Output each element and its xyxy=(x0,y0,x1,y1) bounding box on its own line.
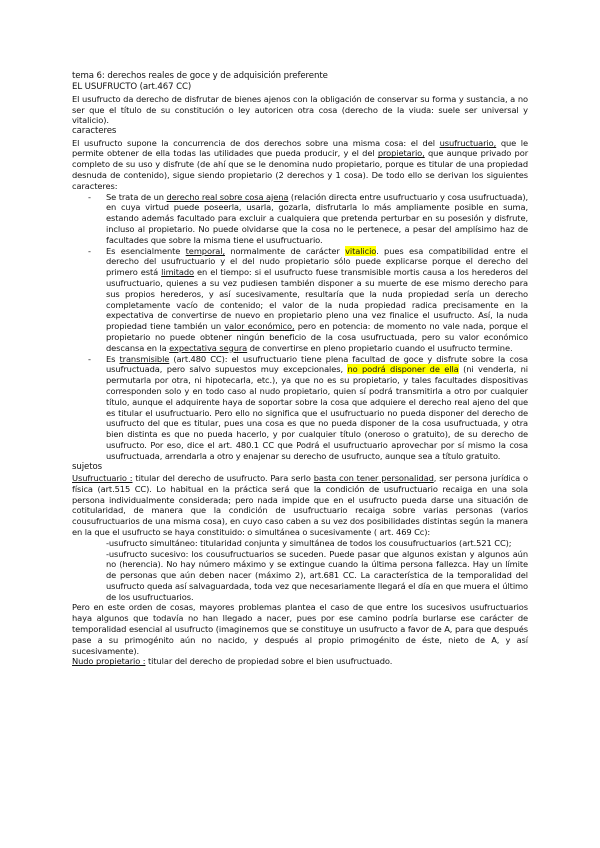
usufructuario-label: Usufructuario : xyxy=(72,472,133,483)
section-title-usufructo: EL USUFRUCTO (art.467 CC) xyxy=(72,82,192,93)
highlight-vitalicio: vitalicio xyxy=(345,245,377,256)
document-page xyxy=(72,71,528,667)
caracteres-list xyxy=(72,192,528,462)
caracteres-intro-paragraph: El usufructo supone la concurrencia de dos derechos sobre una misma cosa: el del usufructuario, que le permite obtener de ella todas las utilidades que pueda producir, y el del propietario, que aunque privado por completo de su uso y disfrute (de ahí que se le denomina nudo propietario, porque es titular de una propiedad desnuda de contenido), sigue siendo propietario (2 derechos y 1 cosa). De todo ello se derivan los siguientes caracteres: xyxy=(72,137,529,191)
document-title: tema 6: derechos reales de goce y de adquisición preferente xyxy=(72,71,328,81)
usufructuario-paragraph: Usufructuario : titular del derecho de usufructo. Para serlo basta con tener personalidad, ser persona jurídica o física (art.515 CC). Lo habitual en la práctica será que la condición de usufructuario recaiga en una sola persona individualmente considerada; pero nada impide que en el usufructo pueda darse una situación de cotitularidad, de manera que la condición de usufructuario recaiga sobre varias personas (varios cousufructuarios de una misma cosa), en cuyo caso caben a su vez dos posibilidades distintas según la manera en la que el usufructo se haya constituido: o simultánea o sucesivamente ( art. 469 Cc): xyxy=(72,472,528,537)
intro-paragraph: El usufructo da derecho de disfrutar de bienes ajenos con la obligación de conservar su forma y sustancia, a no ser que el título de su constitución o ley autoricen otra cosa (derecho de la viuda: suele ser universal y vitalicio). xyxy=(72,93,528,126)
underlined-expectativa-segura: expectativa segura xyxy=(169,342,248,353)
list-item-transmisible: - Es transmisible (art.480 CC): el usufructuario tiene plena facultad de goce y disfrute sobre la cosa usufructuada, pero salvo supuestos muy excepcionales, no podrá disponer de ella (ni venderla, ni permutarla por otra, ni hipotecarla, etc.), ya que no es su propietario, y tales facultades dispositivas corresponden solo y en todo caso al nudo propietario, quien sí podrá transmitirla a otro por cualquier título, aunque el adquirente haya de soportar sobre la cosa que adquiere el derecho real ajeno del que es titular el usufructuario. Pero ello no significa que el usufructuario no pueda disponer del derecho de usufructo del que es titular, pues una cosa es que no pueda disponer de la cosa usufructuada, y otra bien distinta es que no pueda hacerlo, y por cualquier título (oneroso o gratuito), de su derecho de usufructo. Por eso, dice el art. 480.1 CC que Podrá el usufructuario aprovechar por sí mismo la cosa usufructuada, arrendarla a otro y enajenar su derecho de usufructo, aunque sea a título gratuito. xyxy=(72,354,528,462)
usufructo-simultaneo-paragraph: -usufructo simultáneo: titularidad conjunta y simultánea de todos los cousufructuarios (art.521 CC); xyxy=(106,537,512,548)
nudo-propietario-paragraph: Nudo propietario : titular del derecho de propiedad sobre el bien usufructuado. xyxy=(72,656,393,667)
underlined-usufructuario: usufructuario, xyxy=(439,137,497,148)
underlined-derecho-real: derecho real sobre cosa ajena xyxy=(166,191,289,202)
caracteres-heading: caracteres xyxy=(72,126,117,137)
underlined-transmisible: transmisible xyxy=(119,353,170,364)
usufructo-sucesivo-paragraph: -usufructo sucesivo: los cousufructuarios se suceden. Puede pasar que algunos existan y algunos aún no (herencia). No hay número máximo y se extingue cuando la última persona fallezca. Hay un límite de personas que aún deben nacer (máximo 2), art.681 CC. La característica de la temporalidad del usufructo queda así salvaguardada, toda vez que necesariamente llegará el día en que muera el último de los usufructuarios. xyxy=(106,548,528,602)
underlined-propietario: propietario, xyxy=(377,148,425,159)
nudo-propietario-label: Nudo propietario : xyxy=(72,656,146,667)
underlined-temporal: temporal, xyxy=(185,245,225,256)
list-item-temporal: - Es esencialmente temporal, normalmente de carácter vitalicio. pues esa compatibilidad entre el derecho del usufructuario y el del nudo propietario sólo puede explicarse porque el derecho del primero está limitado en el tiempo: si el usufructo fuese transmisible mortis causa a los herederos del usufructuario, quienes a su vez pudiesen también disponer a su muerte de ese mismo derecho para sus propios herederos, y así sucesivamente, resultaría que la nuda propiedad sería un derecho completamente vacío de contenido; el valor de la nuda propiedad radica precisamente en la expectativa de convertirse de nuevo en propietario pleno una vez finalice el usufructo. Así, la nuda propiedad tiene también un valor económico, pero en potencia: de momento no vale nada, porque el propietario no puede obtener ningún beneficio de la cosa usufructuada, pero su valor económico descansa en la expectativa segura de convertirse en pleno propietario cuando el usufructo termine. xyxy=(72,246,528,354)
list-item-derecho-real: - Se trata de un derecho real sobre cosa ajena (relación directa entre usufructuario y cosa usufructuada), en cuya virtud puede poseerla, usarla, gozarla, disfrutarla lo más ampliamente posible en suma, estando además facultado para excluir a cualquiera que pretenda perturbar en su posesión y disfrute, incluso al propietario. No puede olvidarse que la cosa no le pertenece, a pesar del amplísimo haz de facultades que sobre la misma tiene el usufructuario. xyxy=(72,192,528,246)
sujetos-heading: sujetos xyxy=(72,461,103,472)
underlined-limitado: limitado xyxy=(161,267,195,278)
underlined-valor-economico: valor económico, xyxy=(224,321,295,332)
closing-paragraph: Pero en este orden de cosas, mayores problemas plantea el caso de que entre los sucesivos usufructuarios haya algunos que todavía no han llegado a nacer, pues por ese camino podría burlarse ese carácter de temporalidad esencial al usufructo (imaginemos que se constituye un usufructo a favor de A, para que después pase a su primogénito aún no nacido, y después al propio primogénito de éste, nieto de A, y así sucesivamente). xyxy=(72,602,528,656)
underlined-basta-personalidad: basta con tener personalidad xyxy=(313,472,434,483)
highlight-no-podra-disponer: no podrá disponer de ella xyxy=(347,364,459,375)
